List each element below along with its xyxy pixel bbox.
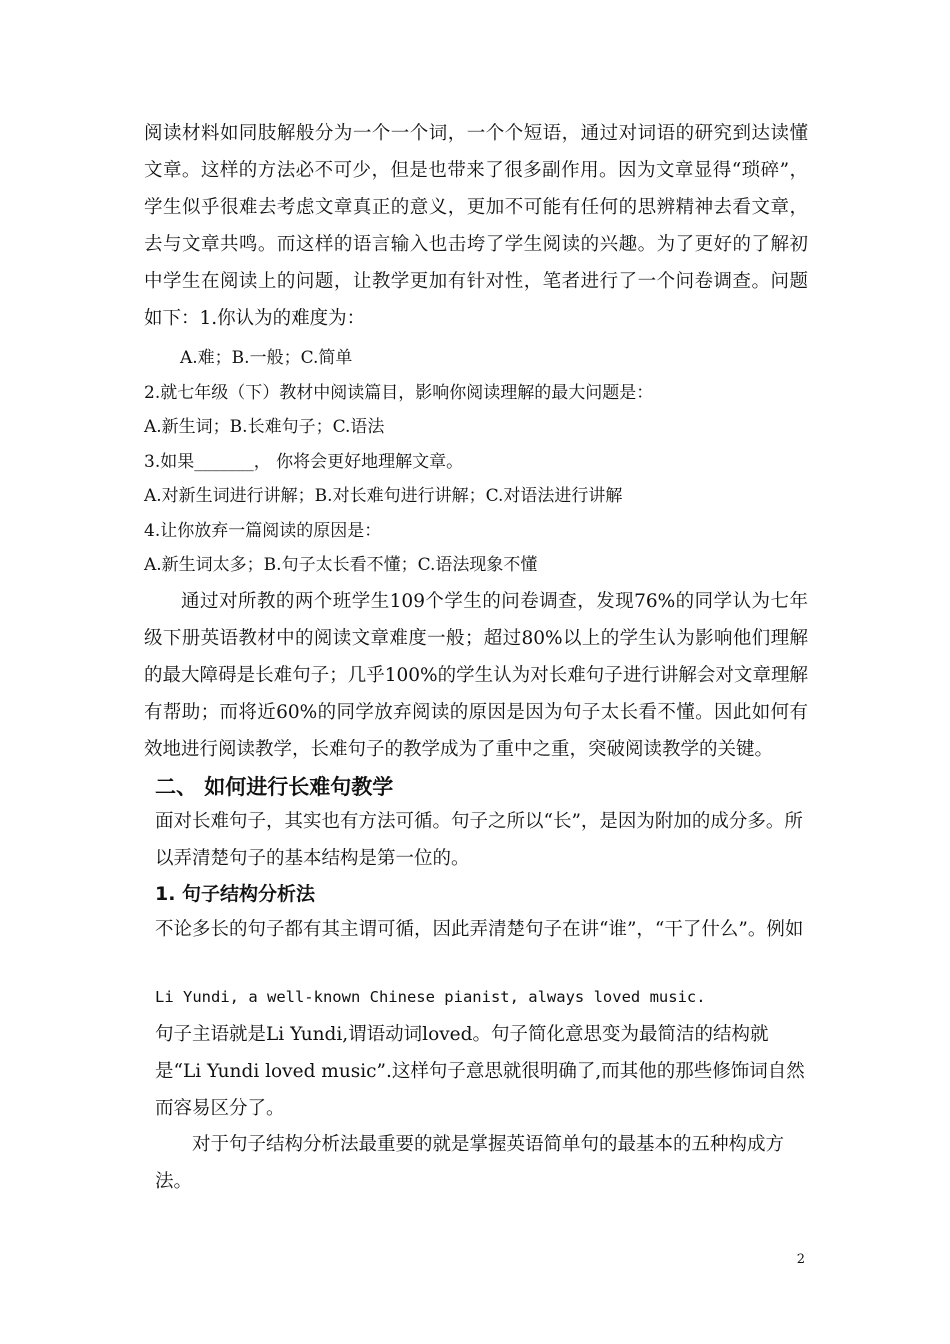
question-2-options: A.新生词；B.长难句子；C.语法 bbox=[144, 417, 385, 437]
paragraph-survey-intro: 阅读材料如同肢解般分为一个一个词，一个个短语，通过对词语的研究到达读懂文章。这样的方法必不可少，但是也带来了很多副作用。因为文章显得“琐碎”，学生似乎很难去考虑文章真正的意义，更加不可能有任何的思辨精神去看文章，去与文章共鸣。而这样的语言输入也击垮了学生阅读的兴趣。为了更好的了解初中学生在阅读上的问题，让教学更加有针对性，笔者进行了一个问卷调查。问题如下：1.你认为的难度为： bbox=[144, 123, 808, 329]
paragraph-example-analysis: 句子主语就是Li Yundi,谓语动词loved。句子简化意思变为最简洁的结构就是“Li Yundi loved music”.这样句子意思就很明确了,而其他的那些修饰词自然而容易区分了。 bbox=[155, 1024, 805, 1119]
question-4-options: A.新生词太多；B.句子太长看不懂；C.语法现象不懂 bbox=[144, 555, 538, 575]
paragraph-survey-results: 通过对所教的两个班学生109个学生的问卷调查，发现76%的同学认为七年级下册英语教材中的阅读文章难度一般；超过80%以上的学生认为影响他们理解的最大障碍是长难句子；几乎100%的学生认为对长难句子进行讲解会对文章理解有帮助；而将近60%的同学放弃阅读的原因是因为句子太长看不懂。因此如何有效地进行阅读教学，长难句子的教学成为了重中之重，突破阅读教学的关键。 bbox=[144, 591, 808, 760]
question-3: 3.如果_______， 你将会更好地理解文章。 bbox=[144, 452, 464, 472]
question-4: 4.让你放弃一篇阅读的原因是： bbox=[144, 521, 382, 541]
question-2: 2.就七年级（下）教材中阅读篇目，影响你阅读理解的最大问题是： bbox=[144, 383, 654, 403]
paragraph-structure-method: 不论多长的句子都有其主谓可循，因此弄清楚句子在讲“谁”，“干了什么”。例如 bbox=[155, 919, 804, 940]
question-3-options: A.对新生词进行讲解；B.对长难句进行讲解；C.对语法进行讲解 bbox=[144, 486, 623, 506]
subsection-heading: 1. 句子结构分析法 bbox=[155, 883, 316, 905]
paragraph-five-patterns: 对于句子结构分析法最重要的就是掌握英语简单句的最基本的五种构成方法。 bbox=[155, 1134, 785, 1192]
example-sentence: Li Yundi, a well-known Chinese pianist, always loved music. bbox=[155, 988, 706, 1006]
section-heading: 二、 如何进行长难句教学 bbox=[155, 775, 394, 799]
paragraph-long-sentence-intro: 面对长难句子，其实也有方法可循。句子之所以“长”，是因为附加的成分多。所以弄清楚句子的基本结构是第一位的。 bbox=[155, 811, 803, 869]
question-1-options: A.难；B.一般；C.简单 bbox=[180, 348, 353, 368]
page-number: 2 bbox=[796, 1252, 805, 1267]
